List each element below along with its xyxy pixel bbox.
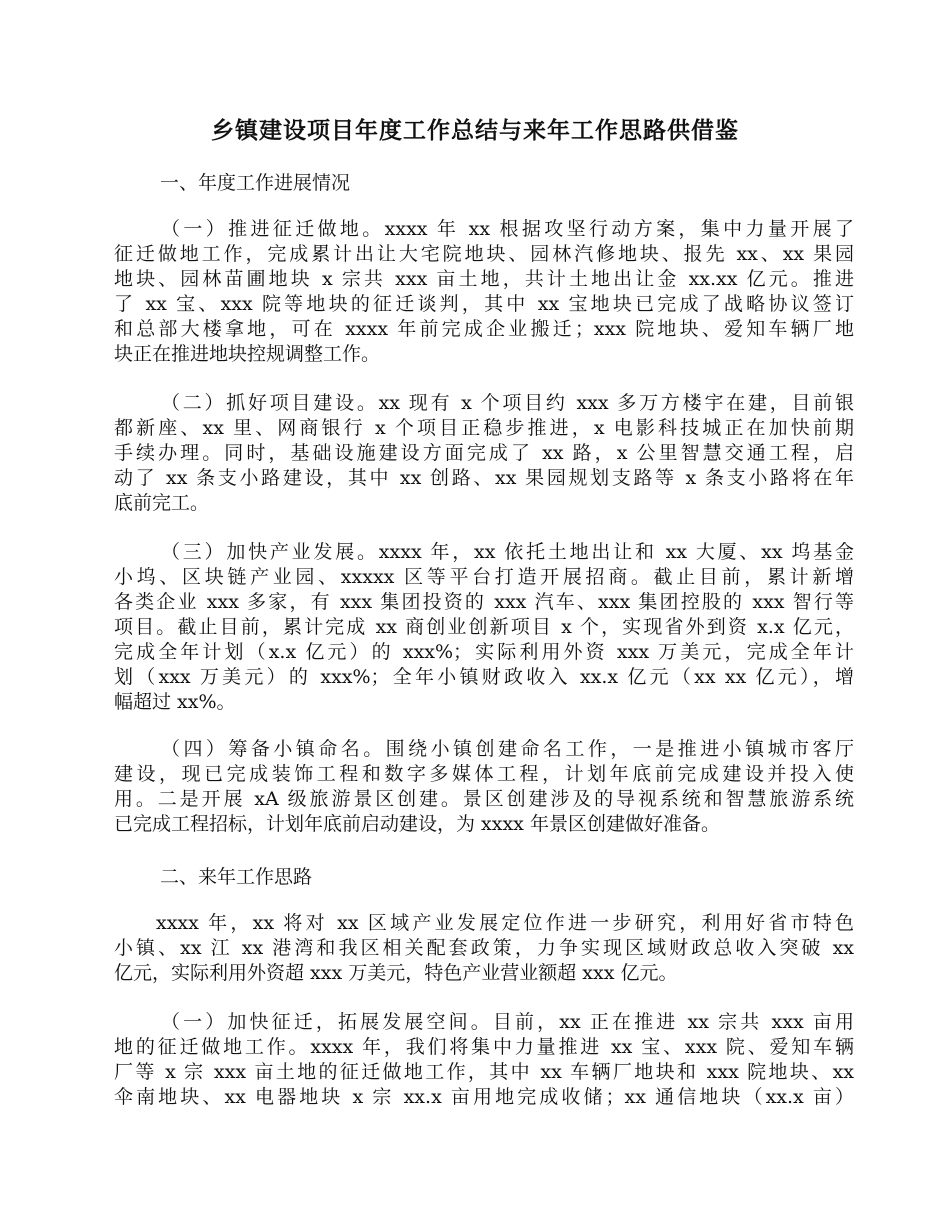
paragraph-accelerate-acquisition xyxy=(114,1010,854,1110)
paragraph-line: 各类企业 xxx 多家，有 xxx 集团投资的 xxx 汽车、xxx 集团控股的 xxx 智行等 xyxy=(114,591,854,613)
paragraph-line: 和总部大楼拿地，可在 xxxx 年前完成企业搬迁；xxx 院地块、爱知车辆厂地 xyxy=(114,318,854,340)
paragraph-line: 伞南地块、xx 电器地块 x 宗 xx.x 亩用地完成收储；xx 通信地块（xx.x 亩） xyxy=(114,1086,854,1108)
paragraph-next-year-overview xyxy=(114,911,854,986)
paragraph-line: （二）抓好项目建设。xx 现有 x 个项目约 xxx 多万方楼宇在建，目前银 xyxy=(161,392,854,414)
paragraph-line: 幅超过 xx%。 xyxy=(114,691,236,713)
paragraph-line: （一）推进征迁做地。xxxx 年 xx 根据攻坚行动方案，集中力量开展了 xyxy=(161,218,854,240)
paragraph-line: （四）筹备小镇命名。围绕小镇创建命名工作，一是推进小镇城市客厅 xyxy=(161,738,854,760)
paragraph-line: 划（xxx 万美元）的 xxx%；全年小镇财政收入 xx.x 亿元（xx xx 亿元），增 xyxy=(114,666,854,688)
paragraph-line: xxxx 年，xx 将对 xx 区域产业发展定位作进一步研究，利用好省市特色 xyxy=(156,912,854,934)
paragraph-line: 小坞、区块链产业园、xxxxx 区等平台打造开展招商。截止目前，累计新增 xyxy=(114,566,854,588)
paragraph-line: 建设，现已完成装饰工程和数字多媒体工程，计划年底前完成建设并投入使 xyxy=(114,763,854,785)
paragraph-line: 已完成工程招标，计划年底前启动建设，为 xxxx 年景区创建做好准备。 xyxy=(114,813,720,835)
paragraph-line: 块正在推进地块控规调整工作。 xyxy=(114,343,381,365)
section-heading-annual-progress: 一、年度工作进展情况 xyxy=(160,172,351,194)
paragraph-line: 动了 xx 条支小路建设，其中 xx 创路、xx 果园规划支路等 x 条支小路将在年 xyxy=(114,467,854,489)
paragraph-line: 亿元，实际利用外资超 xxx 万美元，特色产业营业额超 xxx 亿元。 xyxy=(114,962,678,984)
paragraph-line: 征迁做地工作，完成累计出让大宅院地块、园林汽修地块、报先 xx、xx 果园 xyxy=(114,243,854,265)
paragraph-line: 都新座、xx 里、网商银行 x 个项目正稳步推进，x 电影科技城正在加快前期 xyxy=(114,417,854,439)
paragraph-line: 厂等 x 宗 xxx 亩土地的征迁做地工作，其中 xx 车辆厂地块和 xxx 院地块、xx xyxy=(114,1061,854,1083)
paragraph-line: 小镇、xx 江 xx 港湾和我区相关配套政策，力争实现区域财政总收入突破 xx xyxy=(114,937,854,959)
paragraph-line: （三）加快产业发展。xxxx 年，xx 依托土地出让和 xx 大厦、xx 坞基金 xyxy=(161,541,854,563)
paragraph-project-construction xyxy=(114,391,854,516)
paragraph-line: 项目。截止目前，累计完成 xx 商创业创新项目 x 个，实现省外到资 x.x 亿元， xyxy=(114,616,854,638)
paragraph-line: 用。二是开展 xA 级旅游景区创建。景区创建涉及的导视系统和智慧旅游系统 xyxy=(114,788,854,810)
paragraph-line: 地块、园林苗圃地块 x 宗共 xxx 亩土地，共计土地出让金 xx.xx 亿元。推进 xyxy=(114,268,854,290)
paragraph-line: 了 xx 宝、xxx 院等地块的征迁谈判，其中 xx 宝地块已完成了战略协议签订 xyxy=(114,293,854,315)
paragraph-line: 底前完工。 xyxy=(114,492,210,514)
paragraph-line: 地的征迁做地工作。xxxx 年，我们将集中力量推进 xx 宝、xxx 院、爱知车辆 xyxy=(114,1036,854,1058)
paragraph-line: 完成全年计划（x.x 亿元）的 xxx%；实际利用外资 xxx 万美元，完成全年计 xyxy=(114,641,854,663)
paragraph-industry-development xyxy=(114,540,854,715)
paragraph-town-naming xyxy=(114,737,854,837)
paragraph-land-acquisition xyxy=(114,217,854,367)
paragraph-line: （一）加快征迁，拓展发展空间。目前，xx 正在推进 xx 宗共 xxx 亩用 xyxy=(161,1011,854,1033)
document-title: 乡镇建设项目年度工作总结与来年工作思路供借鉴 xyxy=(211,118,739,144)
paragraph-line: 手续办理。同时，基础设施建设方面完成了 xx 路，x 公里智慧交通工程，启 xyxy=(114,442,854,464)
section-heading-next-year-plan: 二、来年工作思路 xyxy=(160,866,313,888)
